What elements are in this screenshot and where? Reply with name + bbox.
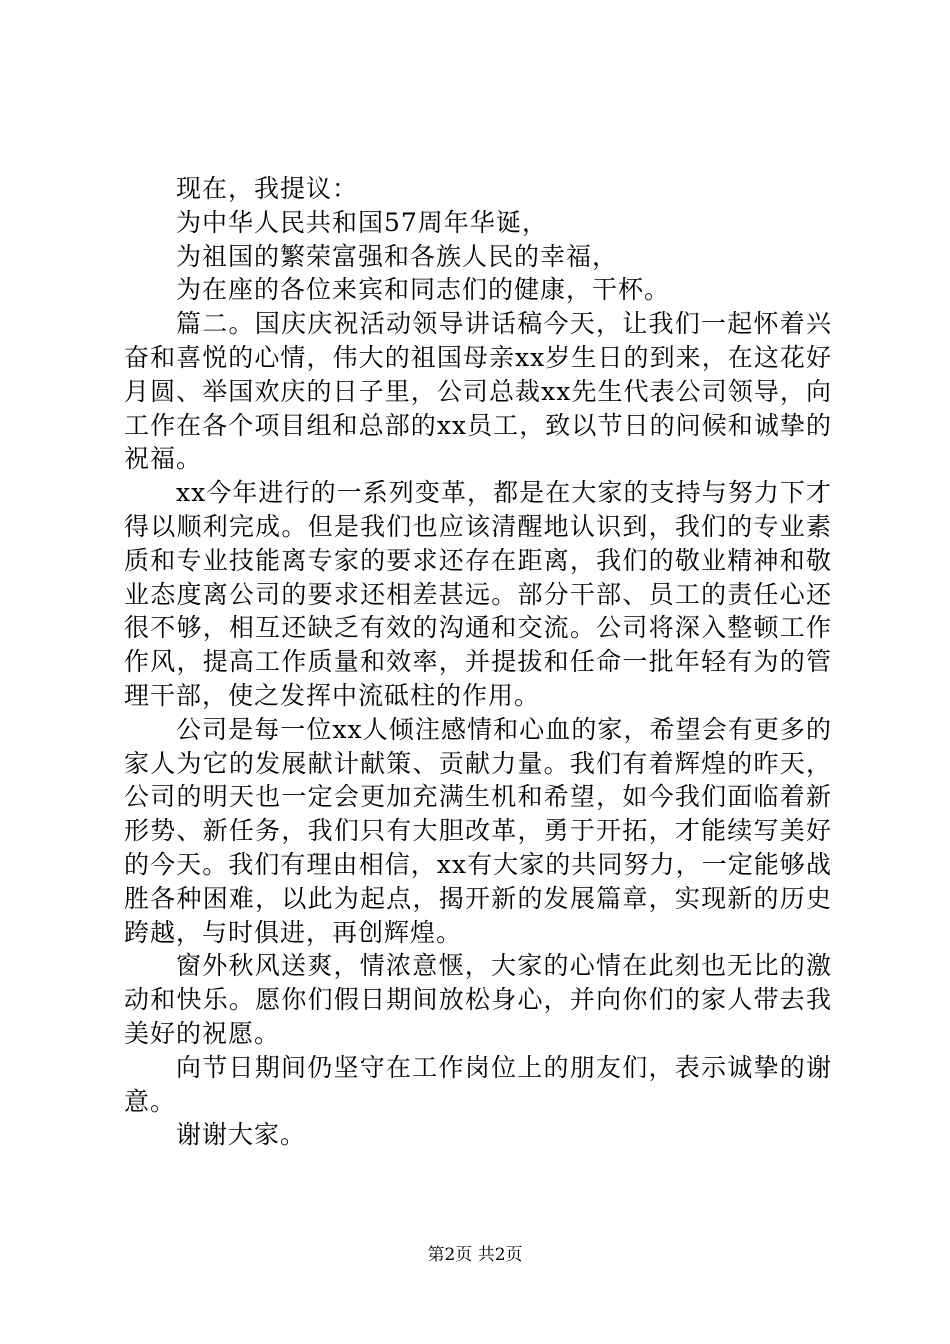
paragraph-thanks-staff: 向节日期间仍坚守在工作岗位上的朋友们，表示诚挚的谢意。 [124,1052,832,1116]
paragraph-proposal: 现在，我提议： [176,174,359,203]
paragraph-toast-1: 为中华人民共和国57周年华诞， [176,207,548,237]
paragraph-company-home: 公司是每一位xx人倾注感情和心血的家，希望会有更多的家人为它的发展献计献策、贡献力量。我们有着辉煌的昨天，公司的明天也一定会更加充满生机和希望，如今我们面临着新形势、新任务，我们只有大胆改革，勇于开拓，才能续写美好的今天。我们有理由相信，xx有大家的共同努力，一定能够战胜各种困难，以此为起点，揭开新的发展篇章，实现新的历史跨越，与时俱进，再创辉煌。 [124,714,832,947]
paragraph-part-two: 篇二。国庆庆祝活动领导讲话稿今天，让我们一起怀着兴奋和喜悦的心情，伟大的祖国母亲xx岁生日的到来，在这花好月圆、举国欢庆的日子里，公司总裁xx先生代表公司领导，向工作在各个项目组和总部的xx员工，致以节日的问候和诚挚的祝福。 [124,309,832,474]
paragraph-autumn-wishes: 窗外秋风送爽，情浓意惬，大家的心情在此刻也无比的激动和快乐。愿你们假日期间放松身心，并向你们的家人带去我美好的祝愿。 [124,951,832,1048]
paragraph-reform: xx今年进行的一系列变革，都是在大家的支持与努力下才得以顺利完成。但是我们也应该清醒地认识到，我们的专业素质和专业技能离专家的要求还存在距离，我们的敬业精神和敬业态度离公司的要求还相差甚远。部分干部、员工的责任心还很不够，相互还缺乏有效的沟通和交流。公司将深入整顿工作作风，提高工作质量和效率，并提拔和任命一批年轻有为的管理干部，使之发挥中流砥柱的作用。 [124,478,832,710]
paragraph-toast-2: 为祖国的繁荣富强和各族人民的幸福， [176,241,619,271]
paragraph-toast-3: 为在座的各位来宾和同志们的健康，干杯。 [176,275,671,305]
page-number: 第2页 共2页 [427,1245,523,1265]
paragraph-closing: 谢谢大家。 [176,1120,307,1150]
document-body [124,172,832,1152]
page-footer [0,1244,950,1266]
